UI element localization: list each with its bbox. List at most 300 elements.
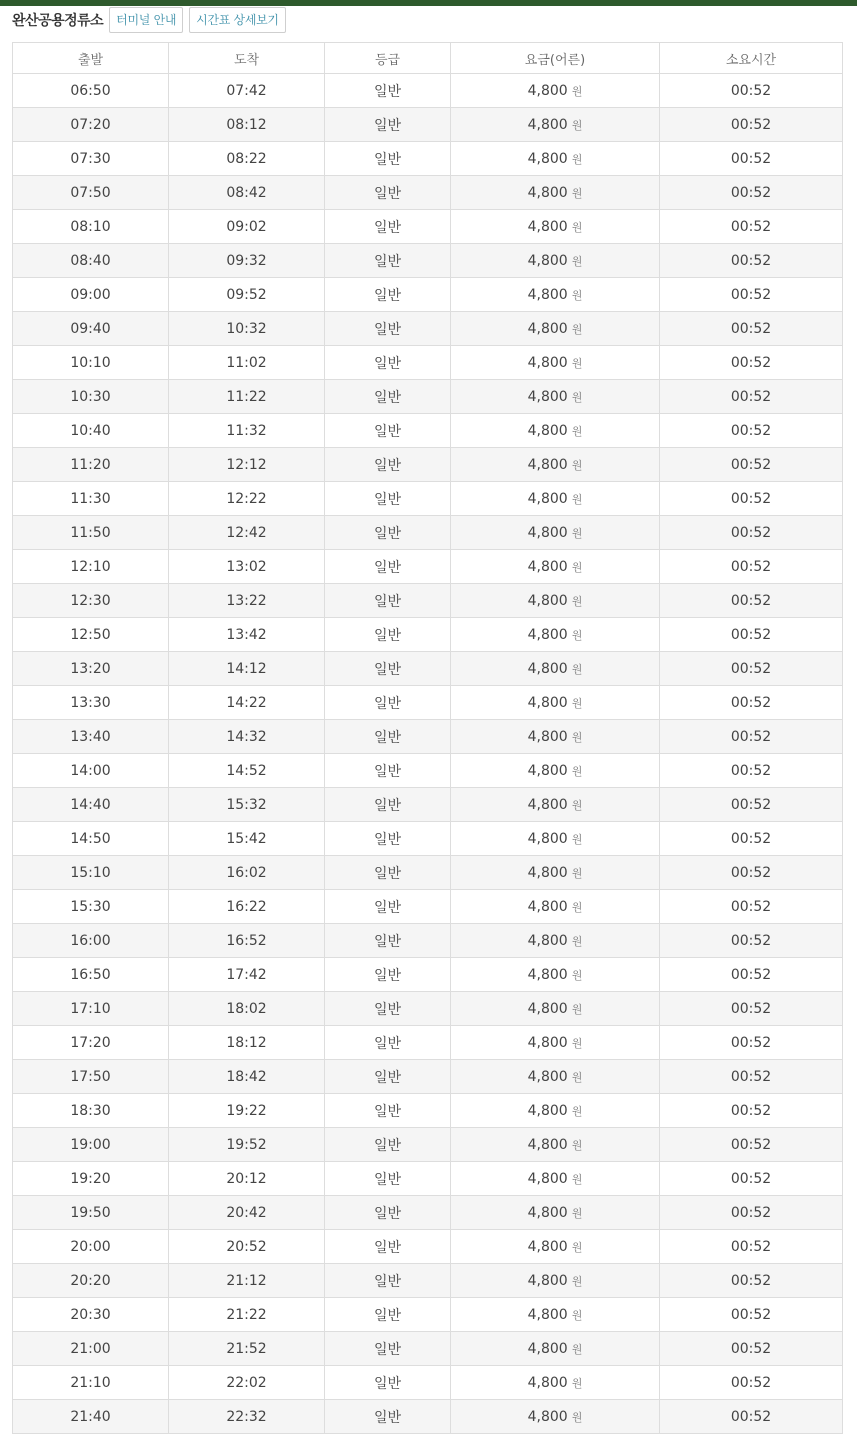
depart-time-cell: 19:20 xyxy=(13,1162,169,1196)
table-row xyxy=(13,1162,843,1196)
terminal-name: 완산공용정류소 xyxy=(12,13,104,29)
grade-cell: 일반 xyxy=(325,1162,451,1196)
arrive-time-cell: 20:52 xyxy=(169,1230,325,1264)
fare-cell xyxy=(451,414,660,448)
duration-cell: 00:52 xyxy=(660,1366,843,1400)
duration-cell: 00:52 xyxy=(660,618,843,652)
table-row xyxy=(13,482,843,516)
duration-cell: 00:52 xyxy=(660,1400,843,1434)
fare-unit: 원 xyxy=(571,1274,583,1288)
table-row xyxy=(13,414,843,448)
fare-unit: 원 xyxy=(571,866,583,880)
fare-cell xyxy=(451,1400,660,1434)
duration-cell: 00:52 xyxy=(660,1026,843,1060)
duration-cell: 00:52 xyxy=(660,380,843,414)
duration-cell: 00:52 xyxy=(660,890,843,924)
fare-value: 4,800 xyxy=(527,456,568,473)
duration-cell: 00:52 xyxy=(660,992,843,1026)
grade-cell: 일반 xyxy=(325,652,451,686)
column-header-duration: 소요시간 xyxy=(660,43,843,74)
fare-cell xyxy=(451,686,660,720)
duration-cell: 00:52 xyxy=(660,788,843,822)
fare-value: 4,800 xyxy=(527,218,568,235)
grade-cell: 일반 xyxy=(325,788,451,822)
duration-cell: 00:52 xyxy=(660,550,843,584)
table-row xyxy=(13,448,843,482)
duration-cell: 00:52 xyxy=(660,516,843,550)
arrive-time-cell: 11:22 xyxy=(169,380,325,414)
arrive-time-cell: 13:22 xyxy=(169,584,325,618)
table-row xyxy=(13,890,843,924)
depart-time-cell: 09:40 xyxy=(13,312,169,346)
grade-cell: 일반 xyxy=(325,754,451,788)
fare-unit: 원 xyxy=(571,186,583,200)
duration-cell: 00:52 xyxy=(660,958,843,992)
table-row xyxy=(13,1298,843,1332)
arrive-time-cell: 18:02 xyxy=(169,992,325,1026)
depart-time-cell: 17:10 xyxy=(13,992,169,1026)
grade-cell: 일반 xyxy=(325,448,451,482)
fare-value: 4,800 xyxy=(527,830,568,847)
arrive-time-cell: 21:12 xyxy=(169,1264,325,1298)
fare-unit: 원 xyxy=(571,356,583,370)
fare-unit: 원 xyxy=(571,628,583,642)
fare-unit: 원 xyxy=(571,1104,583,1118)
fare-value: 4,800 xyxy=(527,150,568,167)
terminal-info-button[interactable]: 터미널 안내 xyxy=(109,7,183,33)
duration-cell: 00:52 xyxy=(660,720,843,754)
fare-value: 4,800 xyxy=(527,592,568,609)
fare-unit: 원 xyxy=(571,118,583,132)
table-row xyxy=(13,754,843,788)
fare-unit: 원 xyxy=(571,1172,583,1186)
timetable-body xyxy=(13,74,843,1434)
fare-value: 4,800 xyxy=(527,490,568,507)
depart-time-cell: 21:40 xyxy=(13,1400,169,1434)
fare-cell xyxy=(451,788,660,822)
arrive-time-cell: 14:52 xyxy=(169,754,325,788)
depart-time-cell: 09:00 xyxy=(13,278,169,312)
fare-unit: 원 xyxy=(571,1308,583,1322)
duration-cell: 00:52 xyxy=(660,652,843,686)
duration-cell: 00:52 xyxy=(660,1230,843,1264)
depart-time-cell: 14:00 xyxy=(13,754,169,788)
depart-time-cell: 21:10 xyxy=(13,1366,169,1400)
fare-value: 4,800 xyxy=(527,1102,568,1119)
fare-unit: 원 xyxy=(571,288,583,302)
duration-cell: 00:52 xyxy=(660,1162,843,1196)
fare-unit: 원 xyxy=(571,900,583,914)
arrive-time-cell: 09:52 xyxy=(169,278,325,312)
depart-time-cell: 06:50 xyxy=(13,74,169,108)
depart-time-cell: 11:30 xyxy=(13,482,169,516)
arrive-time-cell: 14:22 xyxy=(169,686,325,720)
grade-cell: 일반 xyxy=(325,1196,451,1230)
timetable-header xyxy=(12,6,292,34)
fare-value: 4,800 xyxy=(527,422,568,439)
arrive-time-cell: 14:32 xyxy=(169,720,325,754)
table-row xyxy=(13,210,843,244)
grade-cell: 일반 xyxy=(325,1366,451,1400)
table-row xyxy=(13,1196,843,1230)
fare-cell xyxy=(451,618,660,652)
fare-unit: 원 xyxy=(571,1342,583,1356)
fare-unit: 원 xyxy=(571,798,583,812)
grade-cell: 일반 xyxy=(325,414,451,448)
depart-time-cell: 12:30 xyxy=(13,584,169,618)
arrive-time-cell: 20:12 xyxy=(169,1162,325,1196)
grade-cell: 일반 xyxy=(325,312,451,346)
fare-unit: 원 xyxy=(571,1206,583,1220)
grade-cell: 일반 xyxy=(325,482,451,516)
fare-cell xyxy=(451,1196,660,1230)
table-row xyxy=(13,686,843,720)
fare-value: 4,800 xyxy=(527,286,568,303)
fare-unit: 원 xyxy=(571,424,583,438)
depart-time-cell: 17:50 xyxy=(13,1060,169,1094)
grade-cell: 일반 xyxy=(325,1298,451,1332)
arrive-time-cell: 19:52 xyxy=(169,1128,325,1162)
duration-cell: 00:52 xyxy=(660,312,843,346)
grade-cell: 일반 xyxy=(325,550,451,584)
fare-unit: 원 xyxy=(571,526,583,540)
fare-cell xyxy=(451,652,660,686)
fare-cell xyxy=(451,74,660,108)
depart-time-cell: 10:10 xyxy=(13,346,169,380)
table-row xyxy=(13,584,843,618)
fare-cell xyxy=(451,108,660,142)
grade-cell: 일반 xyxy=(325,1230,451,1264)
column-header-arrive: 도착 xyxy=(169,43,325,74)
fare-unit: 원 xyxy=(571,1138,583,1152)
depart-time-cell: 18:30 xyxy=(13,1094,169,1128)
depart-time-cell: 07:30 xyxy=(13,142,169,176)
column-header-depart: 출발 xyxy=(13,43,169,74)
table-row xyxy=(13,652,843,686)
arrive-time-cell: 12:42 xyxy=(169,516,325,550)
duration-cell: 00:52 xyxy=(660,754,843,788)
fare-value: 4,800 xyxy=(527,1034,568,1051)
fare-value: 4,800 xyxy=(527,558,568,575)
grade-cell: 일반 xyxy=(325,380,451,414)
grade-cell: 일반 xyxy=(325,618,451,652)
arrive-time-cell: 09:32 xyxy=(169,244,325,278)
table-row xyxy=(13,176,843,210)
grade-cell: 일반 xyxy=(325,686,451,720)
fare-unit: 원 xyxy=(571,730,583,744)
depart-time-cell: 20:20 xyxy=(13,1264,169,1298)
duration-cell: 00:52 xyxy=(660,176,843,210)
fare-cell xyxy=(451,312,660,346)
arrive-time-cell: 18:12 xyxy=(169,1026,325,1060)
fare-value: 4,800 xyxy=(527,1272,568,1289)
fare-value: 4,800 xyxy=(527,1068,568,1085)
fare-value: 4,800 xyxy=(527,82,568,99)
depart-time-cell: 12:10 xyxy=(13,550,169,584)
depart-time-cell: 14:50 xyxy=(13,822,169,856)
table-row xyxy=(13,516,843,550)
fare-unit: 원 xyxy=(571,560,583,574)
depart-time-cell: 08:10 xyxy=(13,210,169,244)
grade-cell: 일반 xyxy=(325,1332,451,1366)
table-row xyxy=(13,618,843,652)
table-row xyxy=(13,142,843,176)
arrive-time-cell: 16:02 xyxy=(169,856,325,890)
arrive-time-cell: 12:12 xyxy=(169,448,325,482)
table-row xyxy=(13,788,843,822)
fare-cell xyxy=(451,1094,660,1128)
arrive-time-cell: 15:42 xyxy=(169,822,325,856)
arrive-time-cell: 15:32 xyxy=(169,788,325,822)
fare-unit: 원 xyxy=(571,696,583,710)
depart-time-cell: 17:20 xyxy=(13,1026,169,1060)
fare-cell xyxy=(451,890,660,924)
grade-cell: 일반 xyxy=(325,856,451,890)
fare-value: 4,800 xyxy=(527,388,568,405)
table-row xyxy=(13,1128,843,1162)
fare-cell xyxy=(451,1264,660,1298)
table-row xyxy=(13,958,843,992)
arrive-time-cell: 08:42 xyxy=(169,176,325,210)
fare-unit: 원 xyxy=(571,390,583,404)
fare-unit: 원 xyxy=(571,1036,583,1050)
duration-cell: 00:52 xyxy=(660,346,843,380)
arrive-time-cell: 22:32 xyxy=(169,1400,325,1434)
depart-time-cell: 15:10 xyxy=(13,856,169,890)
arrive-time-cell: 12:22 xyxy=(169,482,325,516)
fare-unit: 원 xyxy=(571,1070,583,1084)
duration-cell: 00:52 xyxy=(660,1332,843,1366)
fare-value: 4,800 xyxy=(527,660,568,677)
fare-value: 4,800 xyxy=(527,898,568,915)
grade-cell: 일반 xyxy=(325,992,451,1026)
fare-cell xyxy=(451,1162,660,1196)
duration-cell: 00:52 xyxy=(660,414,843,448)
arrive-time-cell: 08:22 xyxy=(169,142,325,176)
table-header-row xyxy=(13,43,843,74)
fare-cell xyxy=(451,924,660,958)
grade-cell: 일반 xyxy=(325,1128,451,1162)
table-row xyxy=(13,346,843,380)
fare-cell xyxy=(451,346,660,380)
grade-cell: 일반 xyxy=(325,278,451,312)
grade-cell: 일반 xyxy=(325,584,451,618)
grade-cell: 일반 xyxy=(325,1400,451,1434)
duration-cell: 00:52 xyxy=(660,278,843,312)
fare-unit: 원 xyxy=(571,832,583,846)
table-row xyxy=(13,1230,843,1264)
fare-cell xyxy=(451,448,660,482)
duration-cell: 00:52 xyxy=(660,210,843,244)
fare-cell xyxy=(451,1332,660,1366)
fare-value: 4,800 xyxy=(527,1170,568,1187)
grade-cell: 일반 xyxy=(325,822,451,856)
grade-cell: 일반 xyxy=(325,142,451,176)
fare-value: 4,800 xyxy=(527,966,568,983)
grade-cell: 일반 xyxy=(325,210,451,244)
depart-time-cell: 10:40 xyxy=(13,414,169,448)
duration-cell: 00:52 xyxy=(660,584,843,618)
table-row xyxy=(13,550,843,584)
arrive-time-cell: 16:22 xyxy=(169,890,325,924)
table-row xyxy=(13,1060,843,1094)
fare-value: 4,800 xyxy=(527,728,568,745)
duration-cell: 00:52 xyxy=(660,108,843,142)
fare-unit: 원 xyxy=(571,152,583,166)
grade-cell: 일반 xyxy=(325,244,451,278)
arrive-time-cell: 14:12 xyxy=(169,652,325,686)
arrive-time-cell: 07:42 xyxy=(169,74,325,108)
arrive-time-cell: 09:02 xyxy=(169,210,325,244)
arrive-time-cell: 17:42 xyxy=(169,958,325,992)
arrive-time-cell: 11:02 xyxy=(169,346,325,380)
fare-cell xyxy=(451,550,660,584)
depart-time-cell: 20:00 xyxy=(13,1230,169,1264)
depart-time-cell: 07:20 xyxy=(13,108,169,142)
fare-cell xyxy=(451,244,660,278)
arrive-time-cell: 21:52 xyxy=(169,1332,325,1366)
depart-time-cell: 19:00 xyxy=(13,1128,169,1162)
table-row xyxy=(13,720,843,754)
duration-cell: 00:52 xyxy=(660,482,843,516)
fare-cell xyxy=(451,516,660,550)
fare-cell xyxy=(451,1298,660,1332)
fare-cell xyxy=(451,822,660,856)
grade-cell: 일반 xyxy=(325,924,451,958)
depart-time-cell: 13:20 xyxy=(13,652,169,686)
table-row xyxy=(13,992,843,1026)
fare-cell xyxy=(451,1366,660,1400)
depart-time-cell: 13:30 xyxy=(13,686,169,720)
depart-time-cell: 21:00 xyxy=(13,1332,169,1366)
table-row xyxy=(13,924,843,958)
duration-cell: 00:52 xyxy=(660,142,843,176)
arrive-time-cell: 13:02 xyxy=(169,550,325,584)
table-row xyxy=(13,822,843,856)
fare-unit: 원 xyxy=(571,764,583,778)
fare-value: 4,800 xyxy=(527,694,568,711)
grade-cell: 일반 xyxy=(325,74,451,108)
arrive-time-cell: 11:32 xyxy=(169,414,325,448)
fare-value: 4,800 xyxy=(527,1136,568,1153)
fare-value: 4,800 xyxy=(527,524,568,541)
depart-time-cell: 13:40 xyxy=(13,720,169,754)
fare-unit: 원 xyxy=(571,1410,583,1424)
duration-cell: 00:52 xyxy=(660,448,843,482)
fare-value: 4,800 xyxy=(527,1204,568,1221)
column-header-fare: 요금(어른) xyxy=(451,43,660,74)
arrive-time-cell: 08:12 xyxy=(169,108,325,142)
grade-cell: 일반 xyxy=(325,108,451,142)
fare-unit: 원 xyxy=(571,594,583,608)
fare-value: 4,800 xyxy=(527,1340,568,1357)
arrive-time-cell: 18:42 xyxy=(169,1060,325,1094)
table-row xyxy=(13,244,843,278)
arrive-time-cell: 20:42 xyxy=(169,1196,325,1230)
arrive-time-cell: 19:22 xyxy=(169,1094,325,1128)
fare-cell xyxy=(451,1026,660,1060)
grade-cell: 일반 xyxy=(325,890,451,924)
table-row xyxy=(13,1332,843,1366)
fare-value: 4,800 xyxy=(527,184,568,201)
duration-cell: 00:52 xyxy=(660,74,843,108)
fare-value: 4,800 xyxy=(527,626,568,643)
fare-cell xyxy=(451,720,660,754)
duration-cell: 00:52 xyxy=(660,1094,843,1128)
duration-cell: 00:52 xyxy=(660,822,843,856)
duration-cell: 00:52 xyxy=(660,686,843,720)
grade-cell: 일반 xyxy=(325,1094,451,1128)
fare-value: 4,800 xyxy=(527,1306,568,1323)
grade-cell: 일반 xyxy=(325,1060,451,1094)
grade-cell: 일반 xyxy=(325,516,451,550)
table-row xyxy=(13,1026,843,1060)
fare-unit: 원 xyxy=(571,254,583,268)
fare-unit: 원 xyxy=(571,220,583,234)
fare-cell xyxy=(451,1128,660,1162)
duration-cell: 00:52 xyxy=(660,856,843,890)
fare-unit: 원 xyxy=(571,84,583,98)
depart-time-cell: 15:30 xyxy=(13,890,169,924)
fare-unit: 원 xyxy=(571,492,583,506)
fare-value: 4,800 xyxy=(527,354,568,371)
table-row xyxy=(13,1094,843,1128)
arrive-time-cell: 21:22 xyxy=(169,1298,325,1332)
table-row xyxy=(13,856,843,890)
fare-cell xyxy=(451,584,660,618)
depart-time-cell: 16:00 xyxy=(13,924,169,958)
fare-unit: 원 xyxy=(571,662,583,676)
grade-cell: 일반 xyxy=(325,958,451,992)
fare-value: 4,800 xyxy=(527,1374,568,1391)
duration-cell: 00:52 xyxy=(660,1060,843,1094)
depart-time-cell: 11:50 xyxy=(13,516,169,550)
depart-time-cell: 10:30 xyxy=(13,380,169,414)
table-row xyxy=(13,74,843,108)
fare-value: 4,800 xyxy=(527,116,568,133)
depart-time-cell: 20:30 xyxy=(13,1298,169,1332)
timetable-table xyxy=(12,42,843,1434)
duration-cell: 00:52 xyxy=(660,1128,843,1162)
fare-value: 4,800 xyxy=(527,796,568,813)
fare-cell xyxy=(451,380,660,414)
fare-unit: 원 xyxy=(571,1376,583,1390)
arrive-time-cell: 22:02 xyxy=(169,1366,325,1400)
depart-time-cell: 16:50 xyxy=(13,958,169,992)
fare-unit: 원 xyxy=(571,458,583,472)
duration-cell: 00:52 xyxy=(660,1196,843,1230)
depart-time-cell: 12:50 xyxy=(13,618,169,652)
fare-value: 4,800 xyxy=(527,252,568,269)
grade-cell: 일반 xyxy=(325,1264,451,1298)
arrive-time-cell: 16:52 xyxy=(169,924,325,958)
arrive-time-cell: 13:42 xyxy=(169,618,325,652)
column-header-grade: 등급 xyxy=(325,43,451,74)
depart-time-cell: 19:50 xyxy=(13,1196,169,1230)
fare-value: 4,800 xyxy=(527,1238,568,1255)
fare-cell xyxy=(451,754,660,788)
fare-value: 4,800 xyxy=(527,864,568,881)
fare-unit: 원 xyxy=(571,968,583,982)
duration-cell: 00:52 xyxy=(660,1264,843,1298)
duration-cell: 00:52 xyxy=(660,244,843,278)
fare-cell xyxy=(451,210,660,244)
fare-cell xyxy=(451,1230,660,1264)
table-row xyxy=(13,108,843,142)
timetable-detail-button[interactable]: 시간표 상세보기 xyxy=(189,7,286,33)
table-row xyxy=(13,1400,843,1434)
fare-cell xyxy=(451,278,660,312)
